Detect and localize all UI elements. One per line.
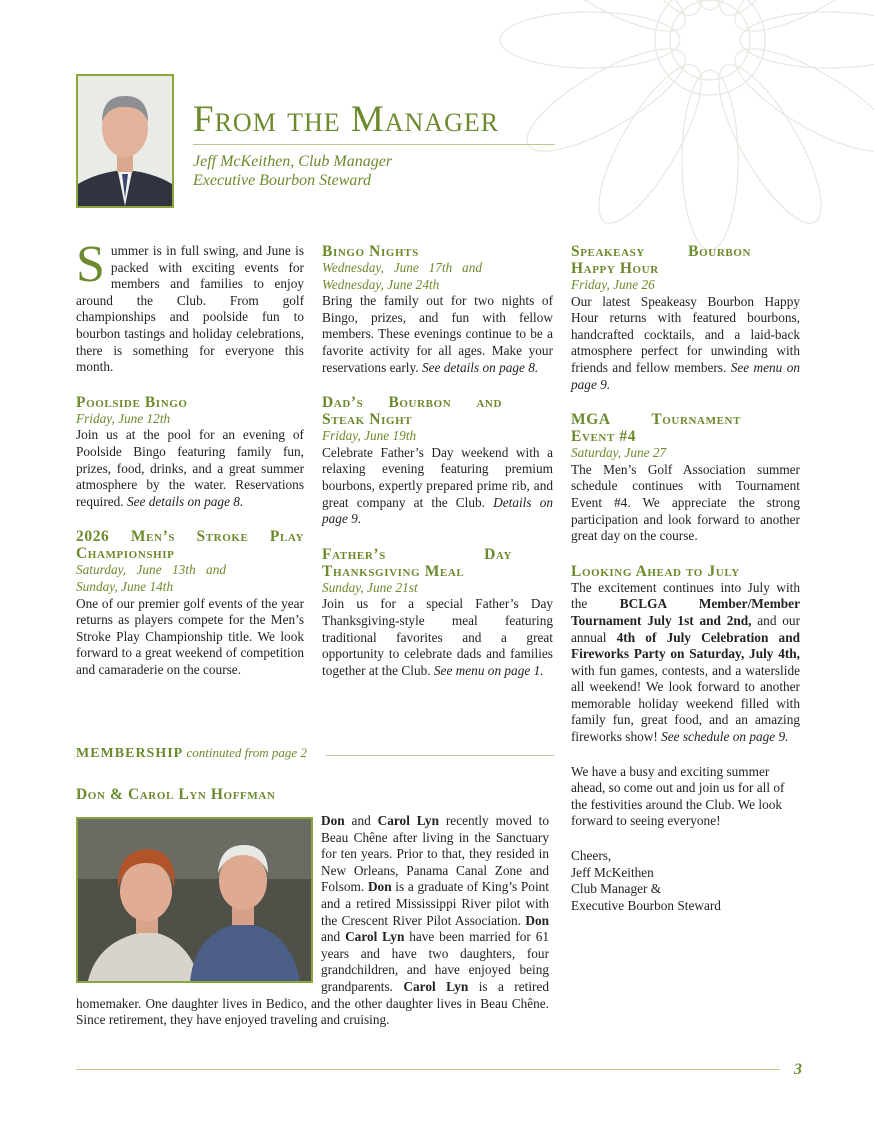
section-july: [571, 563, 800, 915]
event-date: Sunday, June 21st: [322, 579, 418, 595]
bio-name: Don: [321, 813, 345, 828]
bio-name: Carol Lyn: [403, 978, 469, 994]
signature-name: Jeff McKeithen: [571, 864, 654, 880]
event-date: Friday, June 12th: [76, 410, 171, 426]
column-1: [76, 236, 304, 678]
byline: [193, 152, 392, 190]
bio-text: is a retired homemaker. One daughter lives in Bedico, and the other daughter lives in Beau Chêne. Since retirement, they have enjoyed traveling and cruising.: [76, 978, 549, 1028]
event-date: Saturday, June 27: [571, 445, 667, 461]
event-date: Wednesday, June 17th and Wednesday, June 24th: [322, 260, 482, 292]
bio-text: recently moved to Beau Chêne after living in the Sanctuary for ten years. Prior to that, they resided in New Orleans, Panama Canal Zone and Folsom.: [321, 813, 549, 895]
july-body: The excitement continues into July with the BCLGA Member/Member Tournament July 1st and 2nd, and our annual 4th of July Celebration and Fireworks Party on Saturday, July 4th, with fun games, contests, and a waterslide all weekend! We look forward to another memorable holiday weekend filled with family fun, great food, and an amazing fireworks show! See schedule on page 9.: [571, 579, 801, 745]
membership-continued: continuted from page 2: [186, 745, 307, 760]
bio-name: Don: [367, 879, 392, 895]
event-fathers-day: [322, 546, 553, 680]
bio-name: Carol Lyn: [345, 929, 405, 945]
membership-label: MEMBERSHIP: [76, 746, 184, 761]
event-stroke-play: [76, 528, 304, 678]
closing-paragraph: We have a busy and exciting summer ahead, so come out and join us for all of the festivities around the Club. We look forward to seeing everyone!: [571, 763, 785, 829]
event-body: Bring the family out for two nights of Bingo, prizes, and fun with fellow members. These evenings continue to be a favorite activity for all ages. Make your reservations early. See details on page 8.: [322, 293, 553, 375]
event-page-ref: See details on page 8.: [126, 493, 244, 509]
event-title: Father’s Day Thanksgiving Meal: [322, 545, 512, 580]
couple-bio: [76, 813, 549, 1029]
event-title: Poolside Bingo: [76, 393, 188, 411]
event-body: Join us at the pool for an evening of Poolside Bingo featuring family fun, prizes, food, drinks, and a great summer atmosphere by the water. Reservations required. See details on page 8.: [76, 427, 304, 509]
event-bourbon-steak: [322, 394, 553, 528]
july-page-ref: See schedule on page 9.: [661, 729, 789, 745]
intro-paragraph: [76, 236, 304, 376]
signature-cheers: Cheers,: [571, 848, 612, 864]
event-title: Bingo Nights: [322, 243, 419, 260]
column-3: [571, 243, 800, 914]
event-bingo-nights: [322, 243, 553, 376]
drop-cap: S: [76, 236, 105, 293]
byline-name: Jeff McKeithen, Club Manager: [193, 153, 393, 170]
bio-text: is a graduate of King’s Point and a retired Mississippi River pilot with the Crescent River Pilot Association.: [321, 879, 549, 928]
event-title: Dad’s Bourbon and Steak Night: [322, 394, 502, 429]
page-number: 3: [794, 1061, 802, 1078]
event-body: Join us for a special Father’s Day Thanksgiving-style meal featuring traditional favorites and a great opportunity to celebrate dads and families together at the Club. See menu on page 1.: [322, 596, 553, 678]
event-title: 2026 Men’s Stroke Play Championship: [76, 528, 304, 563]
event-page-ref: See menu on page 1.: [433, 662, 544, 678]
bio-name: Don: [525, 912, 549, 928]
event-date: Saturday, June 13th and Sunday, June 14th: [76, 562, 226, 594]
signature-title: Club Manager &: [571, 881, 662, 897]
intro-text: ummer is in full swing, and June is packed with exciting events for members and families to enjoy around the Club. From golf championships and poolside fun to bourbon tastings and holiday celebrations, there is something for everyone this month.: [76, 243, 304, 375]
footer-divider: [76, 1069, 780, 1070]
event-date: Friday, June 26: [571, 277, 655, 292]
event-page-ref: Details on page 9.: [322, 494, 553, 527]
column-2: [322, 243, 553, 679]
event-mga-tournament: [571, 411, 800, 545]
event-page-ref: See menu on page 9.: [571, 359, 801, 392]
membership-divider: [326, 755, 554, 756]
section-title: Looking Ahead to July: [571, 562, 740, 580]
page-title: From the Manager: [193, 99, 500, 140]
event-body: Celebrate Father’s Day weekend with a relaxing evening featuring premium bourbons, expertly prepared prime rib, and great company at the Club. Details on page 9.: [322, 444, 553, 527]
bio-text: and: [321, 929, 346, 945]
bio-name: Carol Lyn: [377, 813, 439, 828]
event-date: Friday, June 19th: [322, 428, 417, 444]
event-title: MGA Tournament Event #4: [571, 411, 741, 446]
event-body: One of our premier golf events of the year returns as players compete for the Men’s Stroke Play Championship title. We look forward to a great weekend of competition and camaraderie on the course.: [76, 595, 304, 677]
byline-title: Executive Bourbon Steward: [193, 172, 372, 189]
event-body: The Men’s Golf Association summer schedule continues with Tournament Event #4. We appreciate the strong participation and look forward to another great day on the course.: [571, 461, 800, 544]
bio-text: have been married for 61 years and have two daughters, four grandchildren, and have enjoyed being grandparents.: [321, 929, 549, 994]
bio-text: and: [344, 813, 378, 828]
membership-heading: [76, 745, 307, 762]
title-divider: [193, 144, 555, 145]
event-title: Speakeasy Bourbon Happy Hour: [571, 243, 751, 277]
couple-name: Don & Carol Lyn Hoffman: [76, 786, 276, 803]
event-poolside-bingo: [76, 394, 304, 511]
event-body: Our latest Speakeasy Bourbon Happy Hour returns with featured bourbons, handcrafted cocktails, and a laid-back atmosphere perfect for unwinding with friends and fellow members. See menu on page 9.: [571, 293, 801, 392]
signature-title-2: Executive Bourbon Steward: [571, 897, 721, 913]
signature: [571, 848, 800, 914]
manager-portrait: [76, 74, 174, 208]
event-speakeasy: [571, 243, 800, 393]
event-page-ref: See details on page 8.: [421, 359, 539, 375]
